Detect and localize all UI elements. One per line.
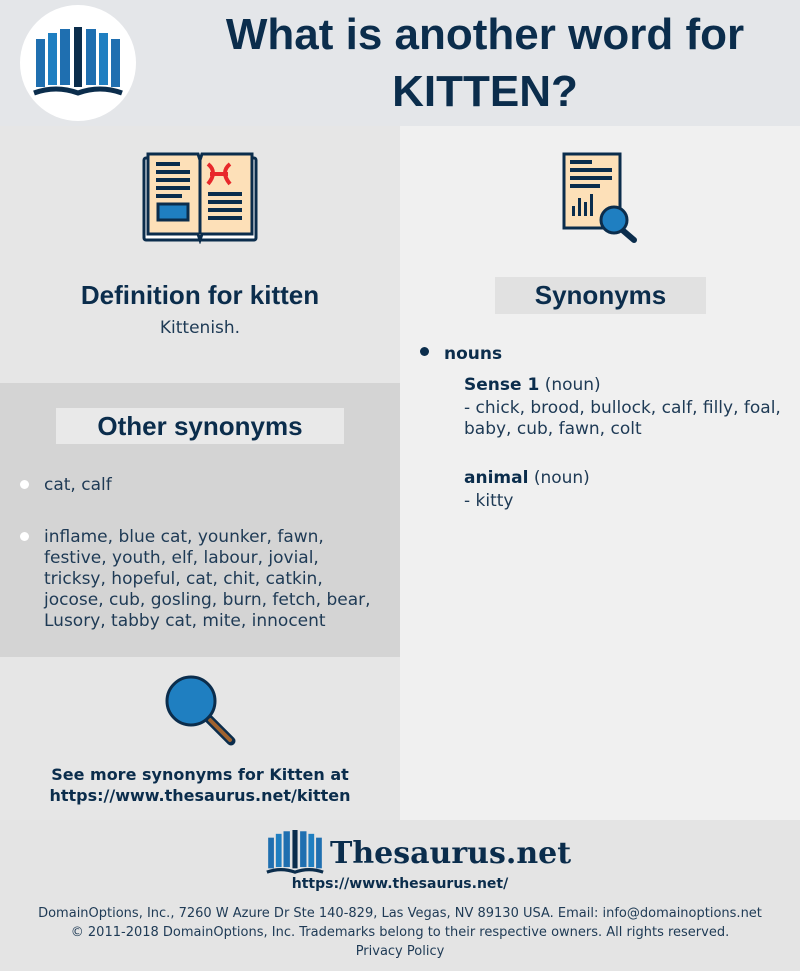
bullet-icon — [420, 347, 429, 356]
sense-words[interactable]: - kitty — [464, 491, 514, 511]
sense-pos: (noun) — [544, 375, 601, 395]
synonyms-section — [400, 126, 800, 820]
sense-block — [464, 375, 784, 440]
book-logo-icon — [30, 27, 126, 99]
page-title — [170, 6, 800, 120]
document-search-icon — [560, 150, 640, 244]
definition-title: Definition for kitten — [80, 280, 320, 310]
see-more-link[interactable] — [0, 764, 400, 806]
page-title-line2: KITTEN? — [392, 67, 578, 116]
footer — [0, 820, 800, 971]
see-more-text: See more synonyms for Kitten at — [51, 765, 349, 784]
footer-brand[interactable]: Thesaurus.net — [330, 836, 572, 871]
definition-text: Kittenish. — [159, 318, 241, 338]
part-of-speech-label: nouns — [444, 344, 503, 364]
footer-url-link[interactable]: https://www.thesaurus.net/ — [291, 876, 509, 892]
magnifier-icon — [163, 675, 237, 747]
sense-head: animal — [464, 468, 529, 488]
bullet-icon — [20, 480, 29, 489]
privacy-policy-link[interactable]: Privacy Policy — [355, 944, 445, 959]
other-synonyms-section — [0, 383, 400, 657]
sense-words[interactable]: - chick, brood, bullock, calf, filly, foal, baby, cub, fawn, colt — [464, 398, 781, 439]
bullet-icon — [20, 532, 29, 541]
sense-block — [464, 468, 784, 512]
list-item — [0, 527, 400, 632]
footer-copyright: © 2011-2018 DomainOptions, Inc. Trademarks belong to their respective owners. All rights reserved. — [70, 925, 730, 940]
synonym-group[interactable]: inflame, blue cat, younker, fawn, festive, youth, elf, labour, jovial, tricksy, hopeful, cat, chit, catkin, jocose, cub, gosling, burn, fetch, bear, Lusory, tabby cat, mite, innocent — [44, 527, 371, 631]
book-logo-icon[interactable] — [264, 830, 326, 876]
synonyms-title: Synonyms — [534, 280, 667, 310]
other-synonyms-list — [0, 475, 400, 663]
definition-section — [0, 126, 400, 383]
see-more-url[interactable]: https://www.thesaurus.net/kitten — [49, 786, 351, 805]
see-more-section — [0, 657, 400, 820]
list-item — [0, 475, 400, 496]
header — [0, 0, 800, 126]
synonym-group[interactable]: cat, calf — [44, 475, 112, 495]
page-title-line1: What is another word for — [225, 10, 745, 59]
open-book-icon — [142, 150, 258, 244]
other-synonyms-title: Other synonyms — [97, 411, 303, 441]
sense-head: Sense 1 — [464, 375, 540, 395]
site-logo[interactable] — [20, 5, 136, 121]
footer-address: DomainOptions, Inc., 7260 W Azure Dr Ste 140-829, Las Vegas, NV 89130 USA. Email: info@domainoptions.net — [38, 906, 762, 921]
sense-pos: (noun) — [533, 468, 590, 488]
